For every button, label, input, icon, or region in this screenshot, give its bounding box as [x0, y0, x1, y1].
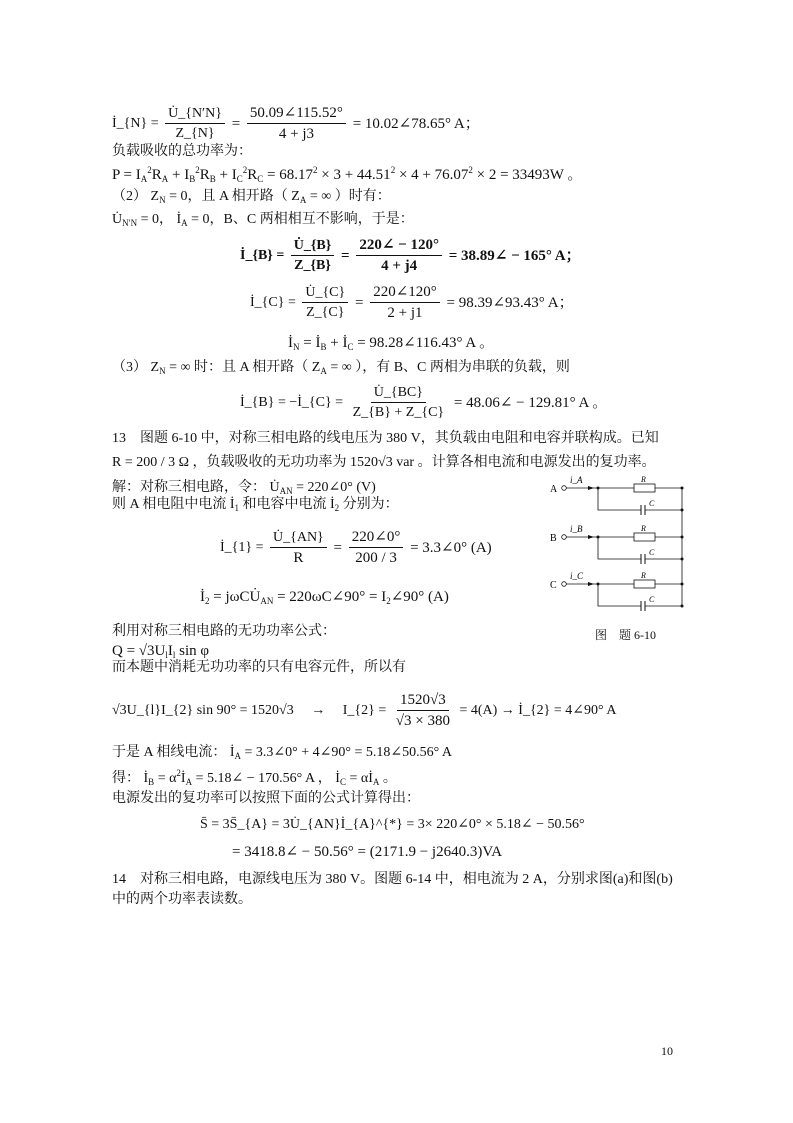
denominator: R	[293, 549, 304, 566]
phase-label: B	[550, 533, 557, 544]
text-segment: 13 图题 6-10 中，对称三相电路的线电压为 380 V，其负载由电阻和电容并联构成。已知	[112, 431, 659, 446]
fraction	[356, 238, 442, 274]
text-line	[112, 361, 570, 376]
numerator: 220∠ − 120°	[356, 238, 442, 256]
text-segment: 解：对称三相电路，令： $U̇_{AN}$ = 220∠0° (V)	[112, 480, 376, 496]
text-segment: İ_{N} =	[112, 116, 163, 131]
denominator: √3 × 380	[395, 713, 450, 729]
fraction	[393, 693, 453, 729]
fraction	[247, 106, 346, 142]
numerator: 1520√3	[397, 693, 449, 711]
text-segment: 于是 A 相线电流： $İ_A$ = 3.3∠0° + 4∠90° = 5.18∠50.56° A	[112, 745, 453, 761]
text-segment: = 48.06∠ − 129.81° A 。	[450, 394, 608, 411]
numerator: 50.09∠115.52°	[247, 106, 346, 124]
denominator: 200 / 3	[355, 550, 397, 566]
terminal-icon	[562, 486, 567, 491]
text-line	[112, 625, 336, 639]
text-line	[112, 792, 420, 806]
current-arrow-icon	[588, 535, 594, 539]
denominator: 4 + j3	[278, 126, 314, 142]
text-segment: = 10.02∠78.65° A；	[348, 115, 480, 132]
text-segment: 得： $İ_B$ = $\alpha^2İ_A$ = 5.18∠ − 170.56° A ， $İ_C$ = $\alpha İ_A$ 。	[112, 768, 397, 787]
numerator: U̇_{AN}	[270, 531, 327, 548]
resistor-icon	[634, 484, 655, 492]
text-segment: $Q = √3U_lI_l$ sin φ	[112, 643, 210, 660]
text-segment: $P = I_A^2R_A + I_B^2R_B + I_C^2R_C = 68.17^2 \times 3 + 44.51^2 \times 4 + 76.07^2 \times 2 = 33493W$ 。	[112, 165, 583, 184]
text-segment: = 3418.8∠ − 50.56° = (2171.9 − j2640.3)VA	[232, 844, 503, 860]
resistor-icon	[634, 580, 655, 588]
text-segment: 负载吸收的总功率为：	[112, 144, 252, 159]
current-label: i_A	[570, 475, 583, 485]
text-segment: （2） $Z_N = 0$，且 A 相开路（ $Z_A$ = ∞ ）时有：	[112, 189, 391, 205]
equation-line	[240, 238, 581, 274]
resistor-label: R	[641, 524, 646, 533]
terminal-icon	[562, 535, 567, 540]
equation-line	[112, 106, 480, 142]
text-segment: $U̇_{N'N} = 0$， $İ_A = 0$，B、C 两相相互不影响，于是：	[112, 212, 414, 228]
text-line	[232, 845, 502, 860]
text-line	[112, 213, 414, 228]
fraction	[370, 285, 440, 321]
phase-label: A	[550, 484, 558, 495]
fraction	[349, 530, 404, 566]
text-line	[112, 769, 397, 787]
text-segment: 则 A 相电阻中电流 $İ_1$ 和电容中电流 $İ_2$ 分别为：	[112, 497, 399, 513]
text-segment: = 38.89∠ − 165° A；	[444, 247, 581, 264]
numerator: 220∠120°	[370, 285, 440, 303]
text-segment: İ_{C} =	[250, 295, 300, 310]
text-segment: R = 200 / 3 Ω ，负载吸收的无功功率为 1520√3 var 。计算各相电流和电源发出的复功率。	[112, 455, 656, 470]
denominator: Z_{N}	[175, 126, 215, 141]
current-label: i_B	[570, 524, 583, 534]
page-number: 10	[661, 1044, 673, 1058]
current-arrow-icon	[588, 486, 594, 490]
text-segment: = 98.39∠93.43° A；	[442, 294, 574, 311]
fraction	[165, 107, 225, 141]
capacitor-label: C	[649, 548, 655, 557]
equation-line	[220, 530, 492, 566]
fraction	[302, 286, 348, 320]
capacitor-label: C	[649, 595, 655, 604]
text-segment: 利用对称三相电路的无功功率公式：	[112, 624, 336, 639]
equation-line	[240, 386, 607, 420]
text-segment: İ_{B} =	[240, 248, 288, 263]
text-line	[112, 661, 406, 675]
numerator: U̇_{N′N}	[165, 107, 225, 124]
text-segment: 14 对称三相电路，电源线电压为 380 V。图题 6-14 中，相电流为 2 A，分别求图(a)和图(b)	[112, 872, 673, 887]
current-label: i_C	[570, 571, 584, 581]
text-line	[112, 481, 376, 496]
capacitor-label: C	[649, 499, 655, 508]
fraction	[350, 386, 448, 420]
text-line	[200, 590, 449, 606]
text-segment: =	[227, 115, 244, 132]
text-segment: √3U_{l}I_{2} sin 90° = 1520√3 → I_{2} =	[112, 703, 390, 718]
text-segment: $İ_2$ = $j\omega CU̇_{AN}$ = 220ωC∠90° = $I_2\angle 90^\circ$ (A)	[200, 589, 449, 606]
denominator: Z_{B} + Z_{C}	[352, 405, 445, 420]
text-line	[112, 190, 391, 205]
text-line	[112, 746, 452, 761]
text-segment: İ_{1} =	[220, 540, 267, 555]
text-line	[112, 873, 673, 887]
fraction	[291, 239, 334, 273]
resistor-label: R	[641, 475, 646, 484]
text-segment: İ_{B} = −İ_{C} =	[240, 395, 347, 410]
resistor-icon	[634, 533, 655, 541]
numerator: U̇_{B}	[291, 239, 334, 256]
text-segment: = 4(A) → İ_{2} = 4∠90° A	[455, 703, 617, 718]
fraction	[270, 531, 327, 566]
denominator: Z_{C}	[306, 305, 345, 320]
denominator: Z_{B}	[294, 258, 331, 273]
text-line	[112, 893, 252, 907]
numerator: U̇_{BC}	[371, 386, 426, 403]
text-segment: 电源发出的复功率可以按照下面的公式计算得出：	[112, 791, 420, 806]
text-segment: 而本题中消耗无功功率的只有电容元件，所以有	[112, 660, 406, 675]
text-line	[112, 145, 252, 159]
figure-caption: 图 题 6-10	[595, 628, 656, 642]
equation-line	[250, 285, 574, 321]
text-line	[200, 818, 585, 832]
text-line	[112, 644, 209, 660]
numerator: 220∠0°	[349, 530, 404, 548]
circuit-diagram-6-10	[548, 466, 688, 616]
text-line	[112, 166, 582, 184]
text-segment: S̄ = 3S̄_{A} = 3U̇_{AN}İ_{A}^{*} = 3× 220∠0° × 5.18∠ − 50.56°	[200, 817, 585, 832]
text-segment: 中的两个功率表读数。	[112, 892, 252, 907]
equation-line	[112, 693, 616, 729]
text-segment: （3） $Z_N$ = ∞ 时：且 A 相开路（ $Z_A$ = ∞ ），有 B、C 两相为串联的负载，则	[112, 360, 570, 376]
current-arrow-icon	[588, 582, 594, 586]
resistor-label: R	[641, 571, 646, 580]
numerator: U̇_{C}	[302, 286, 348, 303]
denominator: 4 + j4	[381, 258, 418, 274]
text-line	[112, 498, 399, 513]
text-line	[288, 336, 494, 352]
terminal-icon	[562, 582, 567, 587]
text-segment: =	[329, 539, 346, 556]
text-line	[112, 432, 659, 446]
text-segment: =	[337, 247, 354, 264]
text-segment: $İ_N$ = $İ_B$ + $İ_C$ = 98.28∠116.43° A 。	[288, 335, 495, 352]
text-segment: = 3.3∠0° (A)	[406, 539, 492, 556]
phase-label: C	[550, 580, 557, 591]
text-segment: =	[351, 294, 368, 311]
denominator: 2 + j1	[387, 305, 423, 321]
